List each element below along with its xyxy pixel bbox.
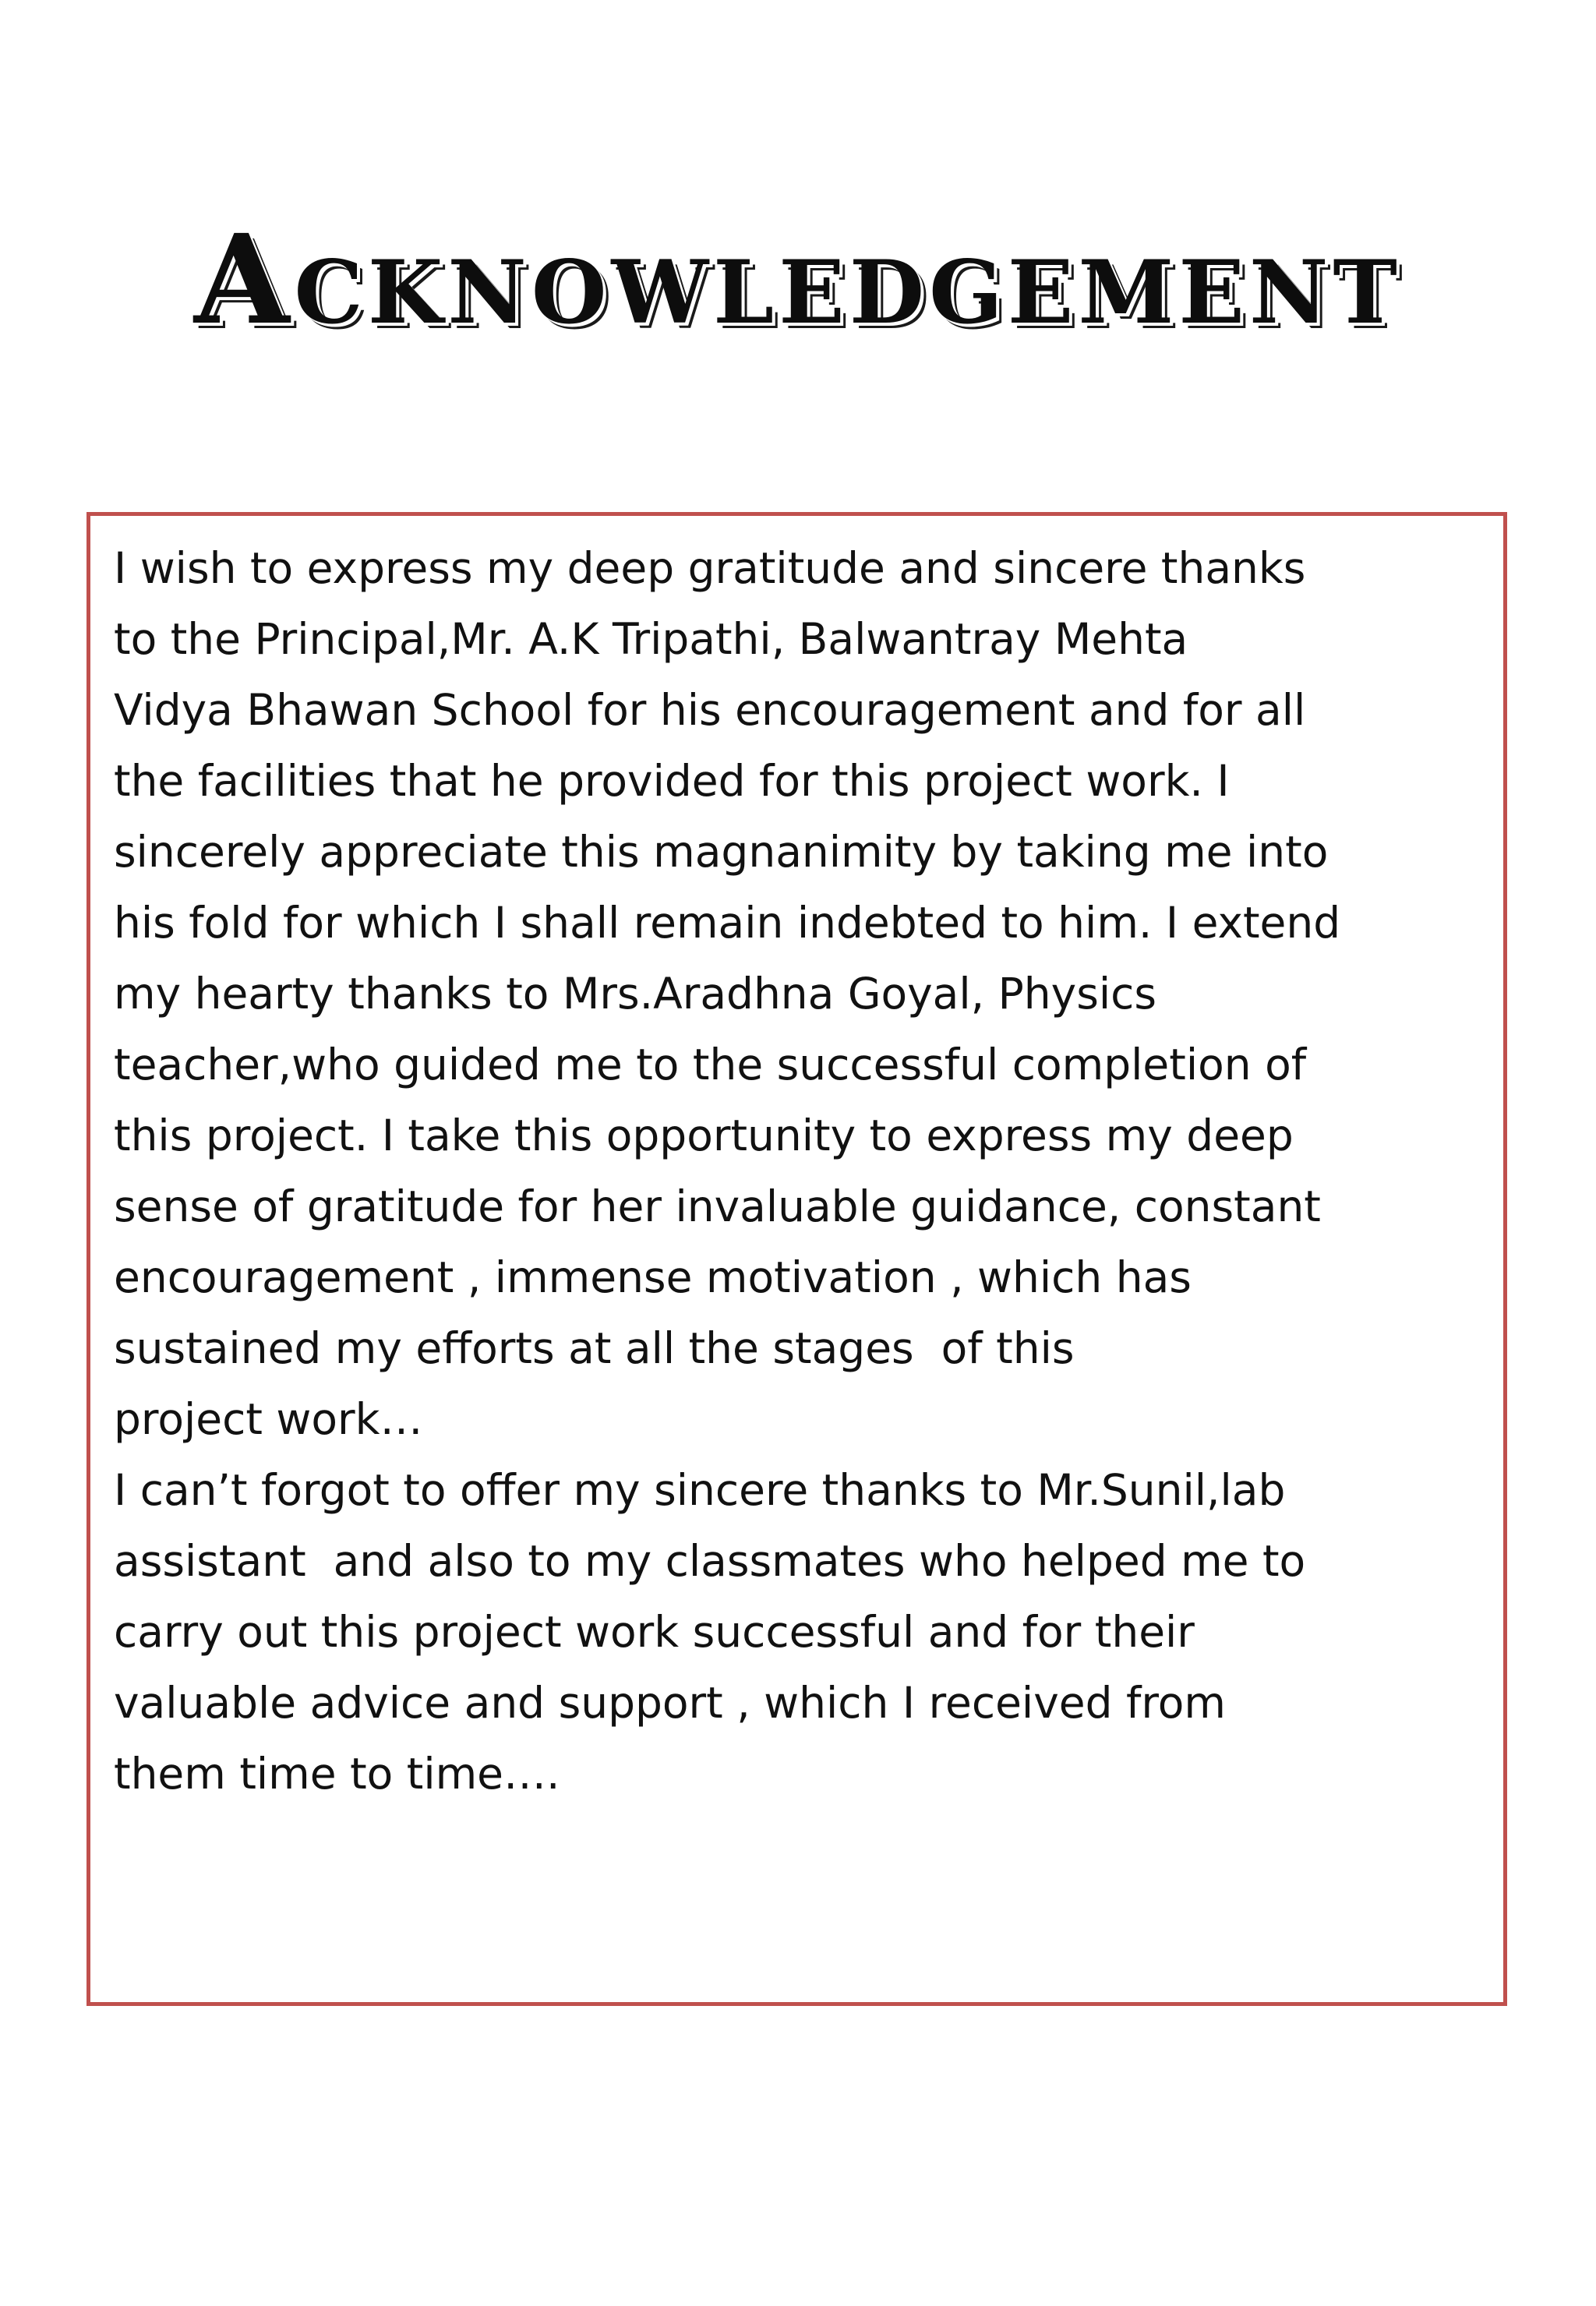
body-line: valuable advice and support , which I received from: [114, 1678, 1226, 1728]
body-line: sincerely appreciate this magnanimity by taking me into: [114, 827, 1329, 877]
body-line: sense of gratitude for her invaluable guidance, constant: [114, 1181, 1321, 1231]
body-line: project work…: [114, 1394, 423, 1444]
body-line: encouragement , immense motivation , which has: [114, 1252, 1192, 1302]
body-line: his fold for which I shall remain indebted to him. I extend: [114, 898, 1341, 948]
acknowledgement-body: [114, 533, 1493, 1810]
body-line: this project. I take this opportunity to express my deep: [114, 1111, 1294, 1160]
body-line: assistant and also to my classmates who helped me to: [114, 1536, 1306, 1586]
body-line: I wish to express my deep gratitude and sincere thanks: [114, 543, 1306, 593]
body-line: carry out this project work successful and for their: [114, 1607, 1195, 1657]
body-line: to the Principal,Mr. A.K Tripathi, Balwantray Mehta: [114, 614, 1188, 664]
body-line: the facilities that he provided for this project work. I: [114, 756, 1230, 806]
body-line: Vidya Bhawan School for his encouragement and for all: [114, 685, 1306, 735]
body-line: them time to time….: [114, 1749, 560, 1799]
page-title: Acknowledgement: [193, 208, 1403, 352]
body-line: teacher,who guided me to the successful completion of: [114, 1040, 1307, 1089]
acknowledgement-box: [87, 512, 1507, 2006]
body-line: sustained my efforts at all the stages of this: [114, 1323, 1075, 1373]
body-line: I can’t forgot to offer my sincere thanks to Mr.Sunil,lab: [114, 1465, 1286, 1515]
body-line: my hearty thanks to Mrs.Aradhna Goyal, Physics: [114, 969, 1157, 1019]
